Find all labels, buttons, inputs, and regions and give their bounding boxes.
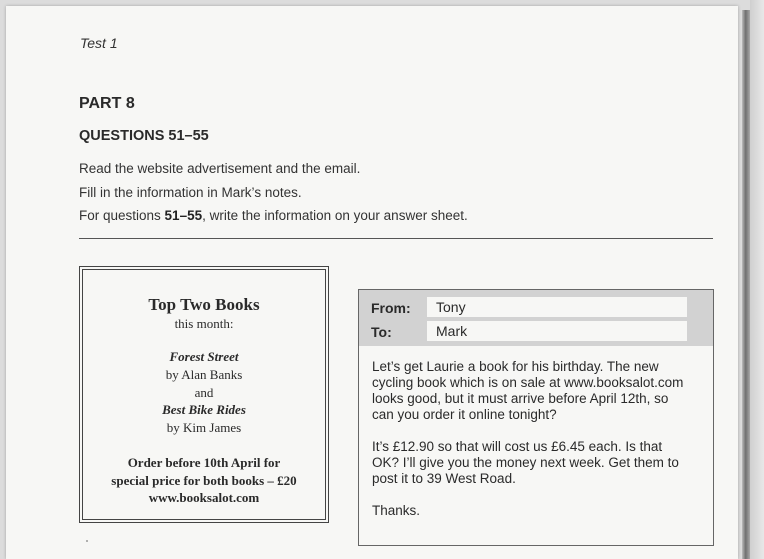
email-paragraph-2-line-3: post it to 39 West Road.	[372, 471, 516, 486]
book-spine-shadow	[742, 10, 750, 559]
book-page-edge	[750, 0, 764, 559]
instruction-line-2: Fill in the information in Mark’s notes.	[79, 185, 302, 200]
part-title: PART 8	[79, 95, 135, 112]
advertisement-inner-frame	[82, 269, 326, 520]
email-paragraph-2-line-1: It’s £12.90 so that will cost us £6.45 each. Is that	[372, 439, 663, 454]
instruction-line-3-suffix: , write the information on your answer sheet.	[202, 208, 468, 223]
email-to-label: To:	[371, 324, 392, 340]
email-to-field: Mark	[427, 321, 687, 341]
instruction-line-3-prefix: For questions	[79, 208, 165, 223]
ad-website: www.booksalot.com	[148, 490, 260, 505]
email-header	[359, 290, 713, 346]
ad-book2-author: by Kim James	[166, 420, 242, 435]
email-paragraph-2-line-2: OK? I’ll give you the money next week. Get them to	[372, 455, 679, 470]
ad-subtitle: this month:	[174, 316, 234, 331]
email-from-field: Tony	[427, 297, 687, 317]
ad-offer-line-2: special price for both books – £20	[111, 473, 297, 488]
instruction-line-3	[79, 208, 468, 223]
ad-book1-author: by Alan Banks	[165, 367, 243, 382]
email-paragraph-1	[372, 359, 707, 423]
paper-speck	[86, 540, 88, 542]
section-divider	[79, 238, 713, 239]
test-label: Test 1	[80, 35, 118, 51]
email-signoff: Thanks.	[372, 503, 421, 518]
website-advertisement	[79, 266, 329, 523]
email-paragraph-1-line-4: can you order it online tonight?	[372, 407, 557, 422]
email-paragraph-1-line-2: cycling book which is on sale at www.booksalot.com	[372, 375, 684, 390]
questions-title: QUESTIONS 51–55	[79, 128, 209, 144]
ad-book1-title: Forest Street	[169, 349, 239, 364]
email-paragraph-1-line-3: looks good, but it must arrive before April 12th, so	[372, 391, 669, 406]
email-message	[358, 289, 714, 546]
instruction-question-range: 51–55	[164, 208, 203, 223]
instruction-line-1: Read the website advertisement and the email.	[79, 161, 361, 176]
email-paragraph-2	[372, 439, 707, 487]
email-paragraph-1-line-1: Let’s get Laurie a book for his birthday. The new	[372, 359, 659, 374]
email-from-label: From:	[371, 300, 411, 316]
ad-book2-title: Best Bike Rides	[162, 402, 246, 417]
ad-and: and	[194, 385, 214, 400]
ad-offer-line-1: Order before 10th April for	[127, 455, 281, 470]
ad-title: Top Two Books	[148, 295, 260, 314]
